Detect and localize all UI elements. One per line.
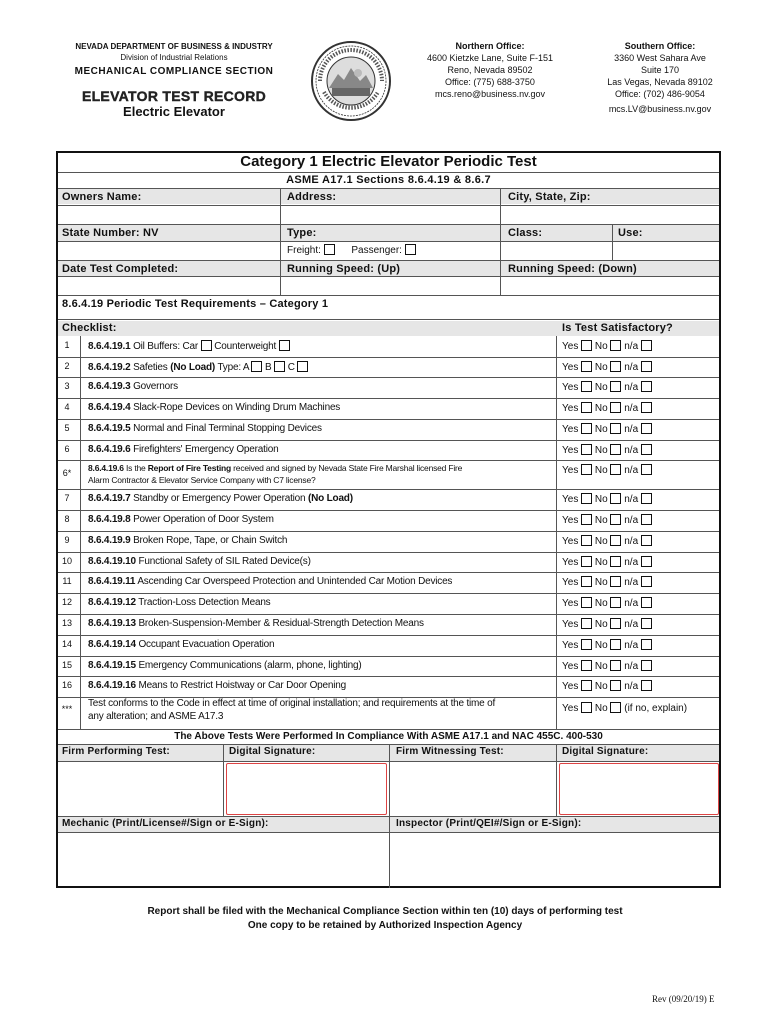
yes-checkbox[interactable]: [581, 556, 592, 567]
safety-a-checkbox[interactable]: [251, 361, 262, 372]
yes-checkbox[interactable]: [581, 381, 592, 392]
row-number: 6*: [62, 468, 72, 478]
na-label: n/a: [624, 640, 639, 651]
yes-label: Yes: [562, 424, 579, 435]
item-text-continued: Type: A: [215, 362, 252, 373]
counterweight-label: Counterweight: [214, 341, 277, 352]
no-label: No: [594, 598, 608, 609]
checklist-item: [88, 618, 424, 629]
na-checkbox[interactable]: [641, 618, 652, 629]
checklist-item: [88, 423, 322, 434]
no-label: No: [594, 494, 608, 505]
row-divider: [58, 419, 719, 420]
yes-checkbox[interactable]: [581, 464, 592, 475]
yes-label: Yes: [562, 465, 579, 476]
state-number-input[interactable]: [59, 242, 279, 259]
item-text: Safeties: [130, 362, 171, 373]
na-checkbox[interactable]: [641, 660, 652, 671]
satisfactory-options: [562, 576, 652, 588]
satisfactory-options: [562, 556, 652, 568]
use-label: Use:: [618, 227, 643, 239]
no-checkbox[interactable]: [610, 402, 621, 413]
row-number: 6: [64, 444, 70, 454]
compliance-statement: The Above Tests Were Performed In Compliance With ASME A17.1 and NAC 455C. 400-530: [174, 731, 603, 742]
no-label: No: [594, 661, 608, 672]
row-number: 2: [64, 361, 70, 371]
yes-checkbox[interactable]: [581, 660, 592, 671]
freight-checkbox[interactable]: [324, 244, 335, 255]
yes-label: Yes: [562, 681, 579, 692]
northern-office-title: Northern Office:: [455, 41, 525, 51]
date-completed-label: Date Test Completed:: [62, 263, 179, 275]
yes-checkbox[interactable]: [581, 514, 592, 525]
no-checkbox[interactable]: [610, 423, 621, 434]
item-code: 8.6.4.19.6: [88, 444, 131, 455]
na-label: n/a: [624, 598, 639, 609]
yes-label: Yes: [562, 598, 579, 609]
satisfactory-label: Is Test Satisfactory?: [562, 322, 673, 334]
row-divider: [58, 676, 719, 677]
yes-label: Yes: [562, 619, 579, 630]
satisfactory-options: [562, 639, 652, 651]
yes-label: Yes: [562, 577, 579, 588]
item-code: 8.6.4.19.7: [88, 493, 131, 504]
row-divider: [58, 614, 719, 615]
record-subtitle: Electric Elevator: [123, 104, 225, 119]
na-checkbox[interactable]: [641, 444, 652, 455]
item-code: 8.6.4.19.4: [88, 402, 131, 413]
northern-office-city: Reno, Nevada 89502: [447, 65, 533, 75]
no-checkbox[interactable]: [610, 361, 621, 372]
no-label: No: [594, 445, 608, 456]
item-text-continued: received and signed by Nevada State Fire Marshal licensed Fire: [231, 463, 463, 473]
checklist-item: [88, 660, 362, 671]
na-checkbox[interactable]: [641, 639, 652, 650]
no-checkbox[interactable]: [610, 514, 621, 525]
item-text: Broken Rope, Tape, or Chain Switch: [130, 535, 288, 546]
checklist-item: [88, 493, 353, 504]
southern-office: [585, 40, 735, 115]
yes-checkbox[interactable]: [581, 680, 592, 691]
form-subtitle: ASME A17.1 Sections 8.6.4.19 & 8.6.7: [286, 174, 491, 186]
checklist-item: [88, 597, 270, 608]
no-checkbox[interactable]: [610, 444, 621, 455]
yes-checkbox[interactable]: [581, 340, 592, 351]
row-divider: [58, 357, 719, 358]
northern-office-street: 4600 Kietzke Lane, Suite F-151: [426, 53, 554, 63]
type-options: [287, 244, 416, 256]
na-checkbox[interactable]: [641, 514, 652, 525]
na-checkbox[interactable]: [641, 597, 652, 608]
yes-label: Yes: [562, 557, 579, 568]
code-row-line2: any alteration; and ASME A17.3: [88, 711, 224, 722]
na-label: n/a: [624, 494, 639, 505]
no-checkbox[interactable]: [610, 660, 621, 671]
yes-checkbox[interactable]: [581, 702, 592, 713]
yes-label: Yes: [562, 362, 579, 373]
item-text: Functional Safety of SIL Rated Device(s): [135, 556, 311, 567]
digital-signature-field-1[interactable]: [226, 763, 387, 815]
checklist-item: [88, 556, 311, 567]
firm-witnessing-label: Firm Witnessing Test:: [396, 746, 504, 757]
item-code: 8.6.4.19.2: [88, 362, 131, 373]
no-checkbox[interactable]: [610, 381, 621, 392]
checklist-item: [88, 514, 274, 525]
item-text: Means to Restrict Hoistway or Car Door Opening: [135, 680, 346, 691]
no-label: No: [594, 403, 608, 414]
checklist-item: [88, 361, 308, 373]
row-divider: [58, 635, 719, 636]
checklist-item: [88, 639, 274, 650]
row-number: 9: [64, 535, 70, 545]
owners-name-label: Owners Name:: [62, 191, 142, 203]
item-code: 8.6.4.19.12: [88, 597, 136, 608]
section-name: MECHANICAL COMPLIANCE SECTION: [74, 66, 274, 77]
row-number: 14: [61, 639, 72, 649]
no-checkbox[interactable]: [610, 340, 621, 351]
owners-name-input[interactable]: [59, 206, 279, 223]
class-input[interactable]: [501, 242, 611, 259]
na-checkbox[interactable]: [641, 381, 652, 392]
city-label: City, State, Zip:: [508, 191, 591, 203]
inspector-label: Inspector (Print/QEI#/Sign or E-Sign):: [396, 818, 582, 829]
checklist-item: [88, 402, 340, 413]
na-checkbox[interactable]: [641, 423, 652, 434]
southern-office-email[interactable]: mcs.LV@business.nv.gov: [608, 104, 712, 114]
no-checkbox[interactable]: [610, 702, 621, 713]
item-code: 8.6.4.19.1: [88, 341, 131, 352]
na-checkbox[interactable]: [641, 402, 652, 413]
satisfactory-options: [562, 464, 652, 476]
yes-checkbox[interactable]: [581, 423, 592, 434]
checklist-item: [88, 444, 278, 455]
no-label: No: [594, 465, 608, 476]
no-label: No: [594, 424, 608, 435]
item-text: Broken-Suspension-Member & Residual-Strength Detection Means: [135, 618, 424, 629]
item-text: Emergency Communications (alarm, phone, lighting): [135, 660, 362, 671]
no-checkbox[interactable]: [610, 556, 621, 567]
row-number: 15: [61, 660, 72, 670]
item-code: 8.6.4.19.6: [88, 463, 124, 473]
na-label: n/a: [624, 465, 639, 476]
nevada-seal-icon: [310, 40, 392, 122]
yes-label: Yes: [562, 640, 579, 651]
row-divider: [58, 656, 719, 657]
yes-checkbox[interactable]: [581, 639, 592, 650]
row-divider: [58, 440, 719, 441]
item-code: 8.6.4.19.9: [88, 535, 131, 546]
no-checkbox[interactable]: [610, 576, 621, 587]
record-title: ELEVATOR TEST RECORD: [81, 88, 267, 104]
row-number: 5: [64, 423, 70, 433]
yes-label: Yes: [562, 445, 579, 456]
copy-notice: One copy to be retained by Authorized Inspection Agency: [247, 920, 523, 931]
row-divider: [58, 489, 719, 490]
row-divider: [58, 398, 719, 399]
speed-up-input[interactable]: [281, 277, 499, 294]
row-number: 12: [61, 597, 72, 607]
row-divider: [58, 572, 719, 573]
satisfactory-options: [562, 535, 652, 547]
inspector-input[interactable]: [390, 833, 719, 886]
row-number: 13: [61, 618, 72, 628]
yes-checkbox[interactable]: [581, 493, 592, 504]
satisfactory-options: [562, 618, 652, 630]
state-number-label: State Number: NV: [62, 227, 159, 239]
na-label: n/a: [624, 661, 639, 672]
row-divider: [58, 460, 719, 461]
yes-checkbox[interactable]: [581, 535, 592, 546]
item-text-line2: Alarm Contractor & Elevator Service Company with C7 license?: [88, 475, 316, 485]
item-text: Ascending Car Overspeed Protection and Unintended Car Motion Devices: [135, 576, 453, 587]
no-checkbox[interactable]: [610, 535, 621, 546]
na-checkbox[interactable]: [641, 556, 652, 567]
row-number: 11: [62, 576, 72, 586]
item-code: 8.6.4.19.5: [88, 423, 131, 434]
address-label: Address:: [287, 191, 337, 203]
speed-down-label: Running Speed: (Down): [508, 263, 637, 275]
safety-b-label: B: [265, 362, 272, 373]
na-checkbox[interactable]: [641, 535, 652, 546]
item-bold-text: (No Load): [307, 493, 353, 504]
passenger-checkbox[interactable]: [405, 244, 416, 255]
row-number: 7: [64, 493, 70, 503]
item-code: 8.6.4.19.10: [88, 556, 136, 567]
yes-label: Yes: [562, 661, 579, 672]
item-text: Normal and Final Terminal Stopping Devices: [130, 423, 322, 434]
na-label: n/a: [624, 536, 639, 547]
no-label: No: [594, 577, 608, 588]
if-no-label: (if no, explain): [624, 703, 688, 714]
speed-up-label: Running Speed: (Up): [287, 263, 401, 275]
yes-label: Yes: [562, 515, 579, 526]
address-input[interactable]: [281, 206, 499, 223]
na-label: n/a: [624, 403, 639, 414]
northern-office-email[interactable]: mcs.reno@business.nv.gov: [434, 89, 546, 99]
safety-c-label: C: [287, 362, 295, 373]
checklist-item: [88, 462, 462, 486]
requirements-title: 8.6.4.19 Periodic Test Requirements – Category 1: [62, 298, 329, 310]
no-checkbox[interactable]: [610, 464, 621, 475]
date-completed-input[interactable]: [59, 277, 279, 294]
yes-label: Yes: [562, 536, 579, 547]
code-row-num: ***: [61, 704, 73, 714]
no-label: No: [594, 382, 608, 393]
no-label: No: [594, 515, 608, 526]
owner-row-shade: [58, 189, 719, 204]
na-label: n/a: [624, 341, 639, 352]
yes-checkbox[interactable]: [581, 576, 592, 587]
item-code: 8.6.4.19.8: [88, 514, 131, 525]
satisfactory-options: [562, 402, 652, 414]
no-checkbox[interactable]: [610, 597, 621, 608]
agency-header: [55, 41, 293, 117]
checklist-label: Checklist:: [62, 322, 117, 334]
row-divider: [58, 593, 719, 594]
yes-checkbox[interactable]: [581, 597, 592, 608]
item-bold-text: (No Load): [170, 362, 216, 373]
southern-office-suite: Suite 170: [640, 65, 680, 75]
item-bold-text: Report of Fire Testing: [147, 463, 232, 473]
southern-office-city: Las Vegas, Nevada 89102: [607, 77, 713, 87]
item-text: Standby or Emergency Power Operation: [130, 493, 308, 504]
no-checkbox[interactable]: [610, 639, 621, 650]
na-label: n/a: [624, 619, 639, 630]
no-label: No: [594, 619, 608, 630]
satisfactory-options: [562, 444, 652, 456]
item-text: Oil Buffers: Car: [130, 341, 201, 352]
city-input[interactable]: [501, 206, 719, 223]
yes-label: Yes: [562, 494, 579, 505]
no-label: No: [594, 341, 608, 352]
speed-down-input[interactable]: [501, 277, 719, 294]
satisfactory-options: [562, 361, 652, 373]
revision-label: Rev (09/20/19) E: [652, 994, 715, 1004]
na-checkbox[interactable]: [641, 464, 652, 475]
item-code: 8.6.4.19.11: [88, 576, 136, 587]
item-text: Governors: [130, 381, 178, 392]
na-label: n/a: [624, 515, 639, 526]
na-checkbox[interactable]: [641, 680, 652, 691]
filing-notice: Report shall be filed with the Mechanical Compliance Section within ten (10) days of performing test: [147, 906, 623, 917]
checklist-item: [88, 535, 287, 546]
item-code: 8.6.4.19.16: [88, 680, 136, 691]
safety-b-checkbox[interactable]: [274, 361, 285, 372]
no-checkbox[interactable]: [610, 618, 621, 629]
digital-signature-field-2[interactable]: [559, 763, 719, 815]
row-divider: [58, 377, 719, 378]
yes-label: Yes: [562, 403, 579, 414]
no-label: No: [594, 703, 608, 714]
type-label: Type:: [287, 227, 317, 239]
passenger-label: Passenger:: [351, 245, 402, 256]
yes-label: Yes: [562, 703, 579, 714]
mechanic-input[interactable]: [59, 833, 388, 886]
northern-office: [410, 40, 570, 100]
satisfactory-options: [562, 597, 652, 609]
na-label: n/a: [624, 382, 639, 393]
mechanic-label: Mechanic (Print/License#/Sign or E-Sign):: [62, 818, 269, 829]
no-label: No: [594, 362, 608, 373]
item-text: Traction-Loss Detection Means: [135, 597, 271, 608]
yes-label: Yes: [562, 341, 579, 352]
yes-checkbox[interactable]: [581, 618, 592, 629]
firm-performing-input[interactable]: [59, 762, 222, 815]
na-label: n/a: [624, 445, 639, 456]
code-row-text: [88, 697, 495, 723]
row-number: 3: [64, 381, 70, 391]
no-label: No: [594, 681, 608, 692]
code-row-line1: Test conforms to the Code in effect at time of original installation; and requirements at the time of: [88, 698, 496, 709]
firm-witnessing-input[interactable]: [390, 762, 555, 815]
item-code: 8.6.4.19.13: [88, 618, 136, 629]
satisfactory-options: [562, 493, 652, 505]
code-row-answers: [562, 702, 687, 714]
item-code: 8.6.4.19.15: [88, 660, 136, 671]
satisfactory-options: [562, 340, 652, 352]
yes-label: Yes: [562, 382, 579, 393]
no-label: No: [594, 536, 608, 547]
na-checkbox[interactable]: [641, 361, 652, 372]
form-title: Category 1 Electric Elevator Periodic Test: [240, 153, 537, 170]
row-number: 1: [64, 340, 70, 350]
southern-office-street: 3360 West Sahara Ave: [614, 53, 706, 63]
no-checkbox[interactable]: [610, 680, 621, 691]
na-checkbox[interactable]: [641, 340, 652, 351]
yes-checkbox[interactable]: [581, 444, 592, 455]
row-number: 8: [64, 514, 70, 524]
satisfactory-options: [562, 660, 652, 672]
row-number: 16: [61, 680, 72, 690]
freight-label: Freight:: [287, 245, 321, 256]
na-checkbox[interactable]: [641, 576, 652, 587]
na-label: n/a: [624, 577, 639, 588]
digital-signature-label-2: Digital Signature:: [562, 746, 649, 757]
checklist-item: [88, 576, 452, 587]
car-checkbox[interactable]: [201, 340, 212, 351]
use-input[interactable]: [613, 242, 719, 259]
checklist-item: [88, 680, 346, 691]
satisfactory-options: [562, 381, 652, 393]
row-divider: [58, 552, 719, 553]
na-label: n/a: [624, 681, 639, 692]
division-name: Division of Industrial Relations: [120, 53, 228, 62]
item-text: Power Operation of Door System: [130, 514, 274, 525]
class-label: Class:: [508, 227, 543, 239]
yes-checkbox[interactable]: [581, 361, 592, 372]
checklist-item: [88, 381, 178, 392]
no-checkbox[interactable]: [610, 493, 621, 504]
item-text: Firefighters' Emergency Operation: [130, 444, 279, 455]
na-checkbox[interactable]: [641, 493, 652, 504]
item-text: Occupant Evacuation Operation: [135, 639, 275, 650]
no-label: No: [594, 640, 608, 651]
item-code: 8.6.4.19.14: [88, 639, 136, 650]
item-code: 8.6.4.19.3: [88, 381, 131, 392]
southern-office-title: Southern Office:: [624, 41, 696, 51]
row-divider: [58, 510, 719, 511]
yes-checkbox[interactable]: [581, 402, 592, 413]
na-label: n/a: [624, 557, 639, 568]
na-label: n/a: [624, 424, 639, 435]
satisfactory-options: [562, 680, 652, 692]
counterweight-checkbox[interactable]: [279, 340, 290, 351]
southern-office-phone: Office: (702) 486-9054: [615, 89, 705, 99]
row-divider: [58, 531, 719, 532]
northern-office-phone: Office: (775) 688-3750: [445, 77, 535, 87]
no-label: No: [594, 557, 608, 568]
satisfactory-options: [562, 423, 652, 435]
firm-performing-label: Firm Performing Test:: [62, 746, 170, 757]
row-number: 4: [64, 402, 70, 412]
safety-c-checkbox[interactable]: [297, 361, 308, 372]
row-number: 10: [61, 556, 72, 566]
satisfactory-options: [562, 514, 652, 526]
agency-name: NEVADA DEPARTMENT OF BUSINESS & INDUSTRY: [75, 42, 273, 51]
digital-signature-label-1: Digital Signature:: [229, 746, 316, 757]
na-label: n/a: [624, 362, 639, 373]
item-text: Is the: [123, 463, 148, 473]
item-text: Slack-Rope Devices on Winding Drum Machines: [130, 402, 341, 413]
checklist-item: [88, 340, 290, 352]
